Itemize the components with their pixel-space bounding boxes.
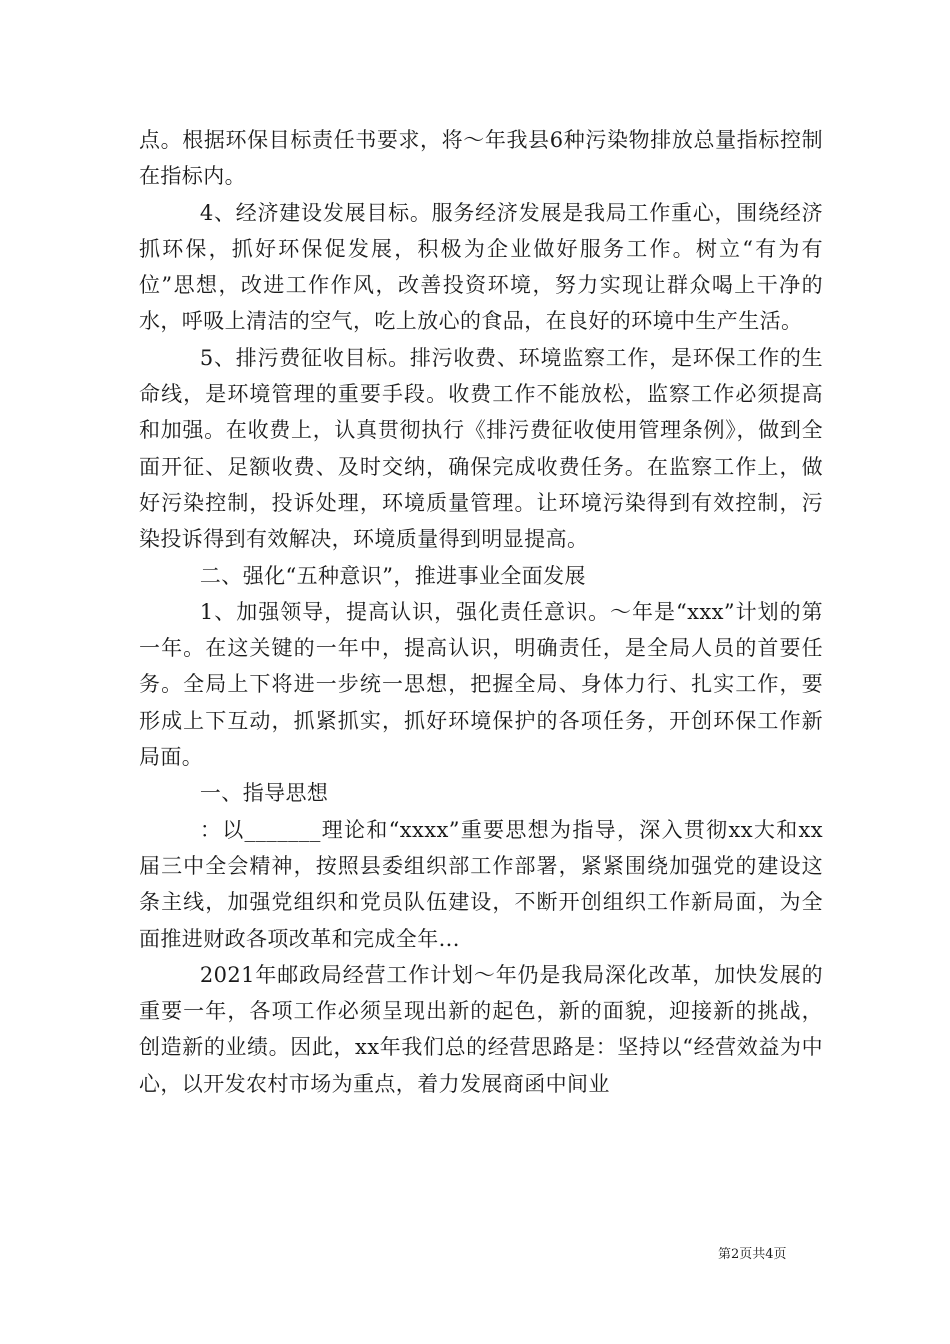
document-body [139, 122, 823, 1102]
paragraph-postal-plan: 2021年邮政局经营工作计划～年仍是我局深化改革，加快发展的重要一年，各项工作必须呈现出新的起色，新的面貌，迎接新的挑战，创造新的业绩。因此，xx年我们总的经营思路是：坚持以“经营效益为中心，以开发农村市场为重点，着力发展商函中间业 [139, 962, 823, 1096]
paragraph-fee-collection-goal: 5、排污费征收目标。排污收费、环境监察工作，是环保工作的生命线，是环境管理的重要手段。收费工作不能放松，监察工作必须提高和加强。在收费上，认真贯彻执行《排污费征收使用管理条例》，做到全面开征、足额收费、及时交纳，确保完成收费任务。在监察工作上，做好污染控制，投诉处理，环境质量管理。让环境污染得到有效控制，污染投诉得到有效解决，环境质量得到明显提高。 [139, 345, 823, 552]
section-heading-five-awareness: 二、强化“五种意识”，推进事业全面发展 [199, 563, 586, 588]
section-heading-guiding-thought: 一、指导思想 [199, 781, 329, 806]
paragraph-env-target-continued: 点。根据环保目标责任书要求，将～年我县6种污染物排放总量指标控制在指标内。 [139, 128, 823, 189]
page-number-footer: 第2页共4页 [718, 1247, 787, 1262]
paragraph-leadership: 1、加强领导，提高认识，强化责任意识。～年是“xxx”计划的第一年。在这关键的一年中，提高认识，明确责任，是全局人员的首要任务。全局上下将进一步统一思想，把握全局、身体力行、扎实工作，要形成上下互动，抓紧抓实，抓好环境保护的各项任务，开创环保工作新局面。 [139, 599, 823, 770]
paragraph-economic-goal: 4、经济建设发展目标。服务经济发展是我局工作重心，围绕经济抓环保，抓好环保促发展，积极为企业做好服务工作。树立“有为有位”思想，改进工作作风，改善投资环境，努力实现让群众喝上干净的水，呼吸上清洁的空气，吃上放心的食品，在良好的环境中生产生活。 [139, 200, 823, 334]
paragraph-guiding-thought-body: ：以_______理论和“xxxx”重要思想为指导，深入贯彻xx大和xx届三中全会精神，按照县委组织部工作部署，紧紧围绕加强党的建设这条主线，加强党组织和党员队伍建设，不断开创组织工作新局面，为全面推进财政各项改革和完成全年... [139, 817, 823, 951]
